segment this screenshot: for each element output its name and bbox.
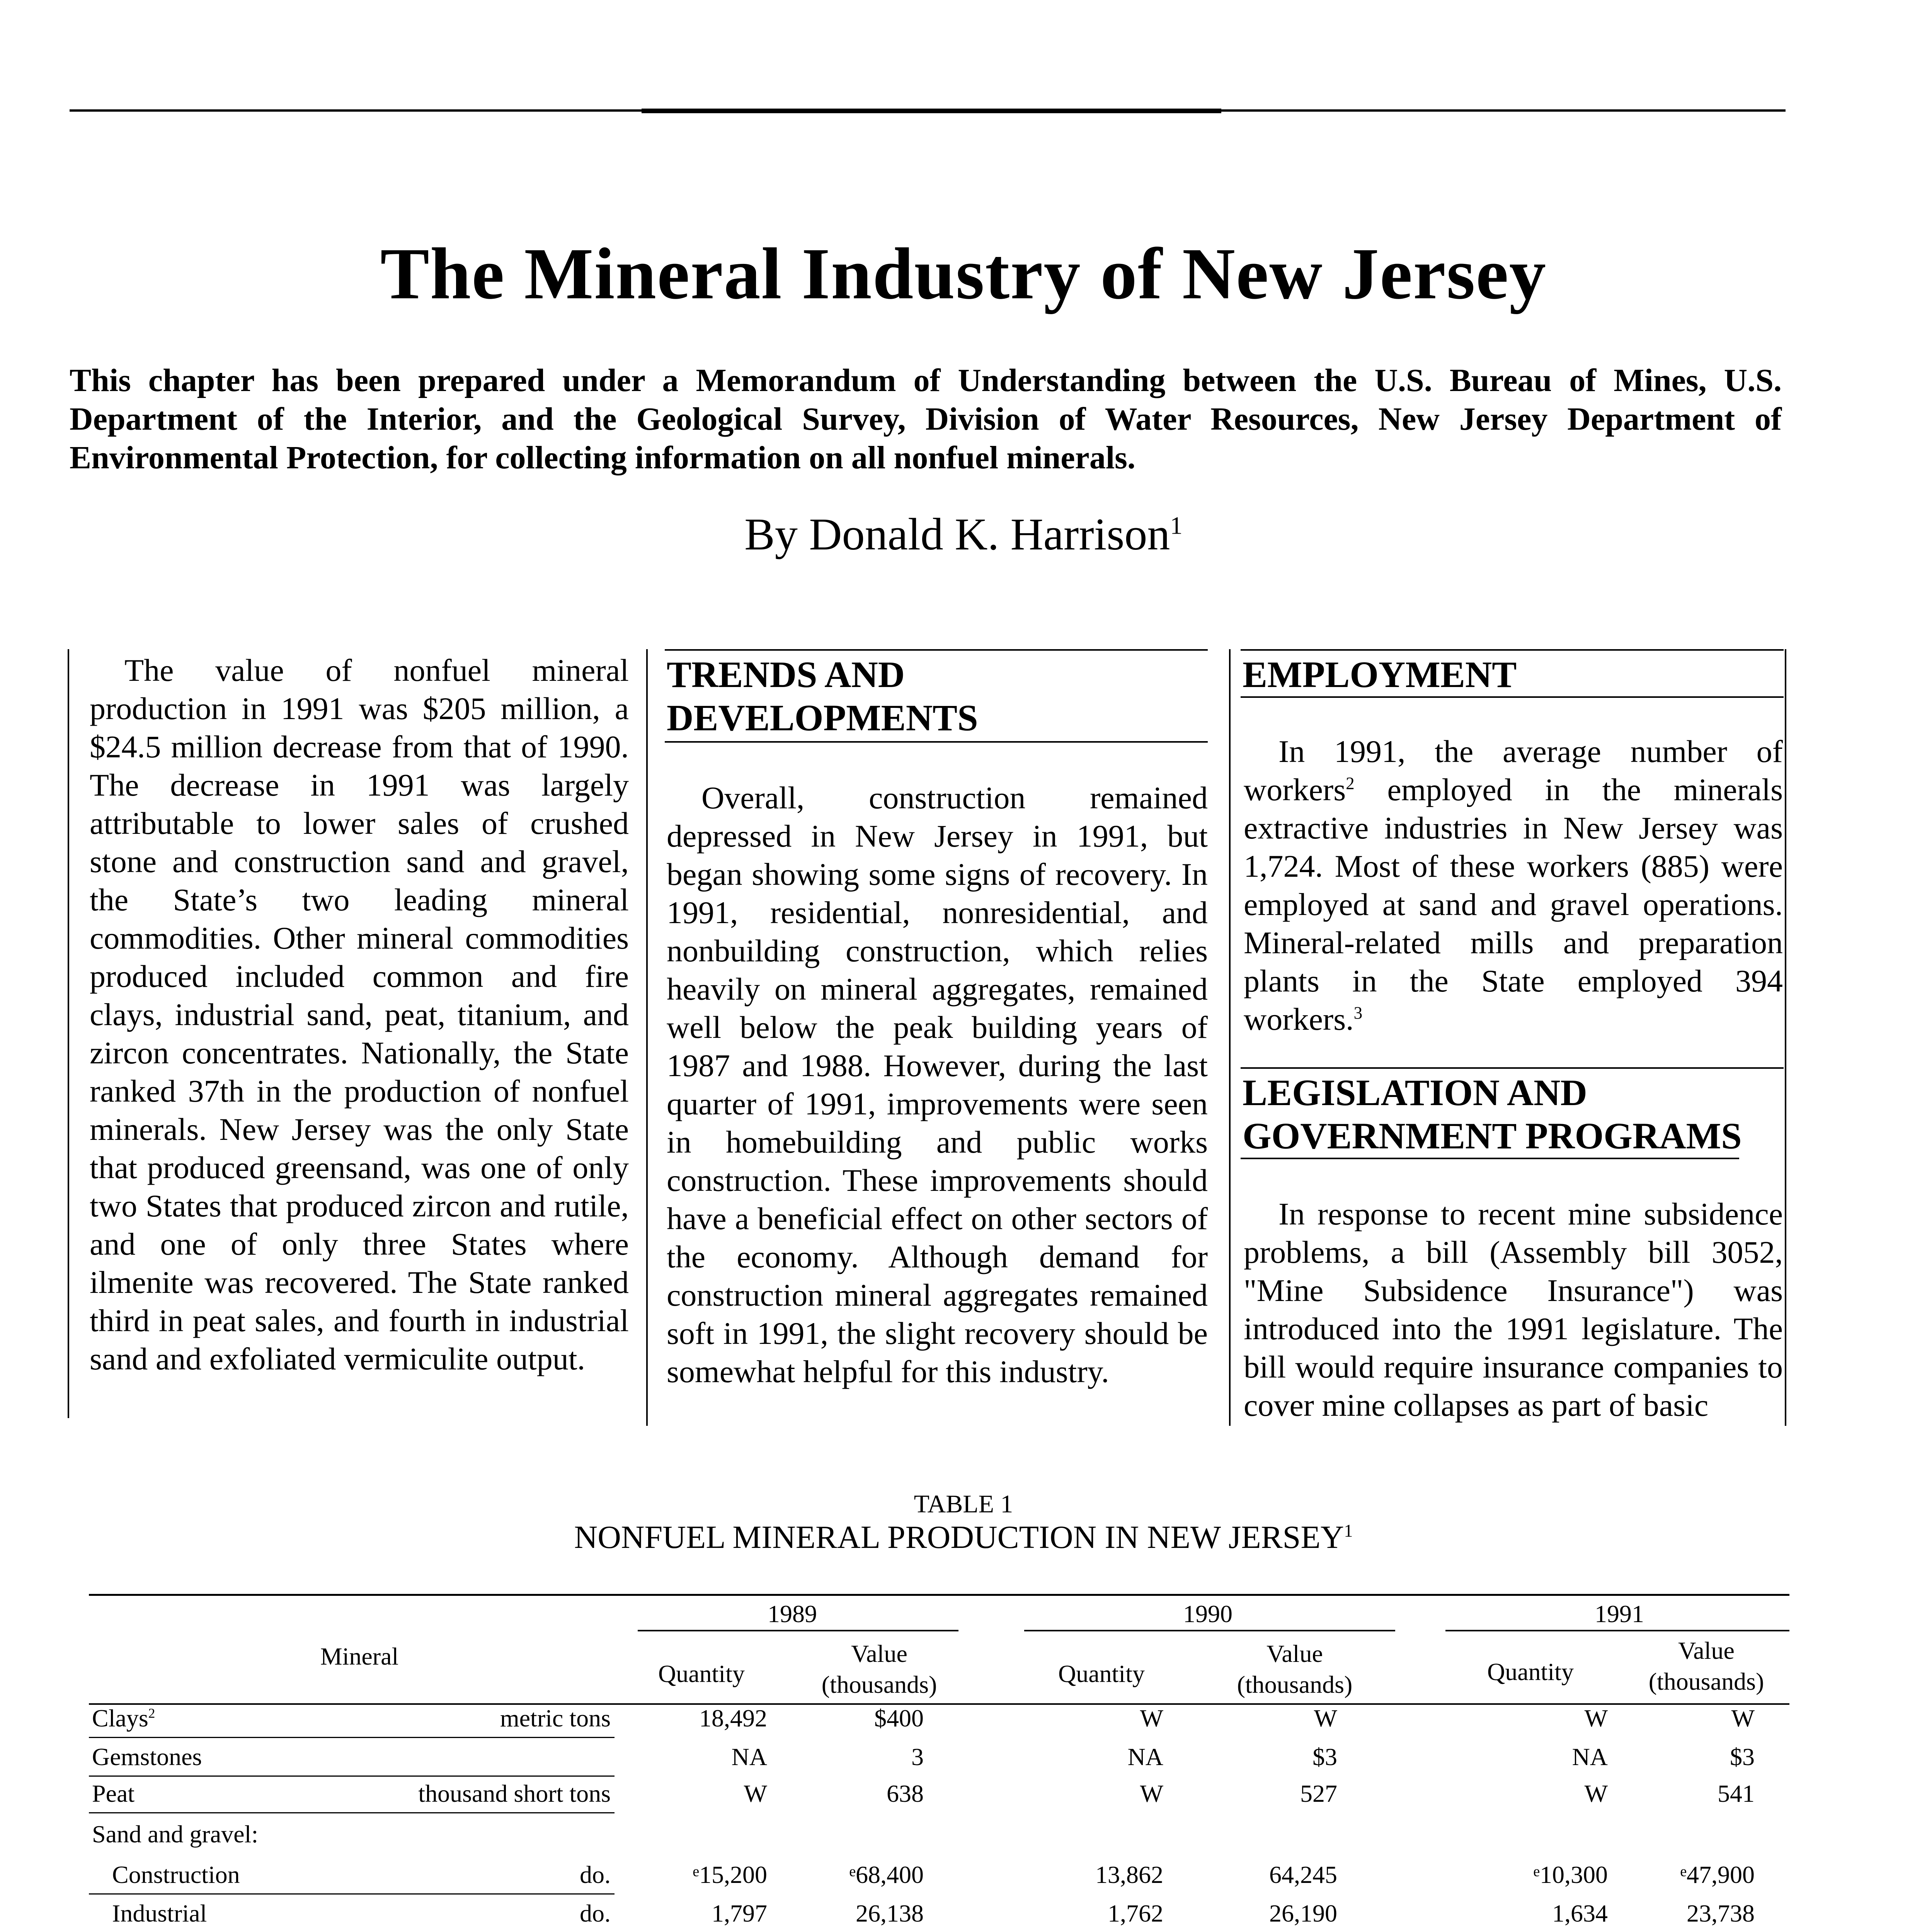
table-cell: 3 [911,1743,924,1770]
table-caption-note: 1 [1344,1521,1353,1541]
note-ref: 3 [1353,1003,1363,1023]
table-label: TABLE 1 [914,1490,1013,1518]
table-rule-top [89,1594,1789,1596]
year-rule [1445,1630,1789,1631]
row-label: Gemstones [92,1743,202,1770]
row-rule [89,1812,615,1813]
table-cell: W [1731,1704,1755,1732]
table-cell: 541 [1718,1780,1755,1807]
year-header: 1991 [1595,1600,1644,1628]
table-cell: ᵉ10,300 [1533,1861,1608,1888]
row-unit: do. [580,1900,611,1927]
table-cell: $400 [874,1704,924,1732]
table-cell: W [1140,1704,1163,1732]
table-cell: NA [1127,1743,1163,1770]
table-cell: W [744,1780,767,1807]
note-ref: 2 [1346,774,1355,793]
table-cell: 26,190 [1269,1900,1337,1927]
year-header: 1989 [768,1600,817,1628]
heading-trends: TRENDS AND DEVELOPMENTS [667,654,978,738]
row-unit: thousand short tons [418,1780,611,1807]
paragraph: Overall, construction remained depressed in New Jersey in 1991, but began showing some signs of recovery. In 1991, residential, nonresidential, and nonbuilding construction, which relies heavily on mineral aggregates, remained well below the peak building years of 1987 and 1988. However, during the last quarter of 1991, improvements were seen in homebuilding and public works construction. These improvements should have a beneficial effect on other sectors of the economy. Although demand for construction mineral aggregates remained soft in 1991, the slight recovery should be somewhat helpful for this industry. [667,780,1208,1389]
heading-legislation: LEGISLATION AND GOVERNMENT PROGRAMS [1243,1072,1742,1156]
table-cell: ᵉ47,900 [1680,1861,1755,1888]
row-rule [89,1893,615,1895]
heading-employment: EMPLOYMENT [1243,654,1517,695]
table-caption-text: NONFUEL MINERAL PRODUCTION IN NEW JERSEY [574,1519,1344,1555]
year-rule [638,1630,958,1631]
quantity-header: Quantity [1058,1660,1145,1687]
table-cell: 1,797 [712,1900,767,1927]
table-cell: 18,492 [699,1704,767,1732]
table-cell: W [1584,1780,1608,1807]
value-header-line: Value [851,1640,907,1667]
value-header-line: Value [1678,1637,1735,1664]
year-rule [1024,1630,1395,1631]
author: By Donald K. Harrison [744,509,1170,560]
table-cell: NA [1572,1743,1608,1770]
row-label: Construction [112,1861,240,1888]
byline-note: 1 [1170,512,1183,540]
text-part: employed in the minerals extractive industries in New Jersey was 1,724. Most of these workers (885) were employed at sand and gravel operations. Mineral-related mills and preparation plants in the State employed 394 workers. [1244,772,1783,1037]
row-unit: metric tons [500,1704,611,1732]
row-label-note: 2 [148,1706,155,1721]
row-rule [89,1776,615,1777]
table-cell: 1,762 [1108,1900,1163,1927]
table-cell: ᵉ68,400 [849,1861,924,1888]
table-cell: W [1584,1704,1608,1732]
table-cell: 1,634 [1552,1900,1608,1927]
table-cell: W [1140,1780,1163,1807]
mineral-header: Mineral [320,1643,399,1670]
table-cell: 23,738 [1687,1900,1755,1927]
row-label: Sand and gravel: [92,1820,259,1848]
value-header-line: (thousands) [1648,1668,1764,1695]
row-rule [89,1737,615,1738]
table-cell: NA [731,1743,767,1770]
intro-note: This chapter has been prepared under a Memorandum of Understanding between the U.S. Bureau of Mines, U.S. Department of the Interior, and the Geological Survey, Division of Water Resources, New Jersey Department of Environmental Protection, for collecting information on all nonfuel minerals. [70,362,1782,476]
table-cell: W [1314,1704,1337,1732]
quantity-header: Quantity [1487,1658,1574,1685]
paragraph: In response to recent mine subsidence problems, a bill (Assembly bill 3052, "Mine Subsidence Insurance") was introduced into the 1991 legislature. The bill would require insurance companies to cover mine collapses as part of basic [1244,1196,1783,1423]
paragraph: The value of nonfuel mineral production in 1991 was $205 million, a $24.5 million decrease from that of 1990. The decrease in 1991 was largely attributable to lower sales of crushed stone and construction sand and gravel, the State’s two leading mineral commodities. Other mineral commodities produced included common and fire clays, industrial sand, peat, titanium, and zircon concentrates. Nationally, the State ranked 37th in the production of nonfuel minerals. New Jersey was the only State that produced greensand, was one of only two States that produced zircon and rutile, and one of only three States where ilmenite was recovered. The State ranked third in peat sales, and fourth in industrial sand and exfoliated vermiculite output. [90,653,629,1376]
value-header-line: (thousands) [1237,1671,1353,1698]
table-cell: 26,138 [856,1900,924,1927]
row-label: Clays$^2$ [92,1704,155,1732]
value-header [800,1638,958,1700]
table-cell: $3 [1730,1743,1755,1770]
table-cell: 638 [887,1780,924,1807]
year-header: 1990 [1183,1600,1232,1628]
quantity-header: Quantity [658,1660,745,1687]
row-label: Peat [92,1780,135,1807]
row-unit: do. [580,1861,611,1888]
table-cell: ᵉ15,200 [693,1861,767,1888]
table-cell: 527 [1300,1780,1337,1807]
table-cell: $3 [1312,1743,1337,1770]
page-title: The Mineral Industry of New Jersey [380,233,1547,315]
row-label: Industrial [112,1900,207,1927]
table-cell: 64,245 [1269,1861,1337,1888]
text-part: In 1991, the average number of workers [1244,734,1783,807]
value-header-line: Value [1267,1640,1323,1667]
table-cell: 13,862 [1095,1861,1163,1888]
value-header [1623,1635,1789,1697]
value-header [1202,1638,1387,1700]
value-header-line: (thousands) [821,1671,937,1698]
